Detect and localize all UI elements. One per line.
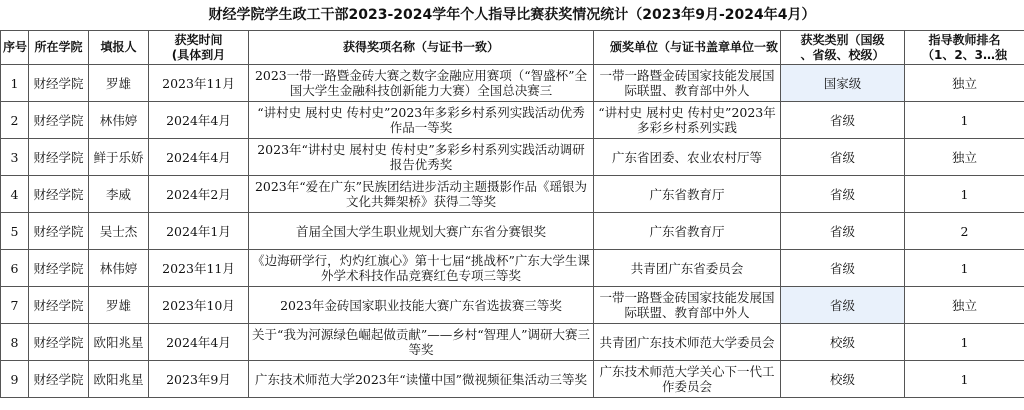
cell-num: 2 <box>1 102 29 139</box>
col-header-rank-line2: （1、2、3…独 <box>921 47 1008 62</box>
cell-num: 6 <box>1 250 29 287</box>
cell-num: 5 <box>1 213 29 250</box>
table-row <box>1 250 1024 287</box>
cell-num: 1 <box>1 65 29 102</box>
table-row <box>1 102 1024 139</box>
col-header-time-line2: (具体到月 <box>171 47 226 62</box>
col-header-rank-line1: 指导教师排名 <box>928 32 1001 47</box>
cell-reporter: 欧阳兆星 <box>89 324 149 361</box>
cell-rank: 独立 <box>905 139 1024 176</box>
cell-rank: 1 <box>905 102 1024 139</box>
cell-time: 2023年11月 <box>149 250 249 287</box>
cell-num: 3 <box>1 139 29 176</box>
table-row <box>1 324 1024 361</box>
cell-college: 财经学院 <box>29 287 89 324</box>
col-header-college: 所在学院 <box>29 31 89 65</box>
cell-college: 财经学院 <box>29 361 89 398</box>
cell-rank: 1 <box>905 176 1024 213</box>
cell-college: 财经学院 <box>29 324 89 361</box>
cell-reporter: 欧阳兆星 <box>89 361 149 398</box>
col-header-reporter: 填报人 <box>89 31 149 65</box>
cell-level: 省级 <box>781 102 905 139</box>
cell-level: 省级 <box>781 139 905 176</box>
cell-award: “讲村史 展村史 传村史”2023年多彩乡村系列实践活动优秀作品一等奖 <box>249 102 594 139</box>
cell-num: 9 <box>1 361 29 398</box>
cell-issuer: 共青团广东省委员会 <box>594 250 781 287</box>
col-header-level-line2: 、省级、校级） <box>800 47 885 62</box>
cell-award: 2023年金砖国家职业技能大赛广东省选拔赛三等奖 <box>249 287 594 324</box>
cell-rank: 独立 <box>905 65 1024 102</box>
cell-level: 省级 <box>781 287 905 324</box>
col-header-level-line1: 获奖类别（国级 <box>800 32 885 47</box>
cell-time: 2024年4月 <box>149 102 249 139</box>
cell-issuer: 广东省教育厅 <box>594 213 781 250</box>
cell-level: 省级 <box>781 213 905 250</box>
cell-level: 省级 <box>781 176 905 213</box>
cell-reporter: 罗雄 <box>89 65 149 102</box>
cell-num: 7 <box>1 287 29 324</box>
cell-award: 广东技术师范大学2023年“读懂中国”微视频征集活动三等奖 <box>249 361 594 398</box>
cell-level: 国家级 <box>781 65 905 102</box>
col-header-time-line1: 获奖时间 <box>174 32 223 47</box>
cell-reporter: 李威 <box>89 176 149 213</box>
col-header-time <box>149 31 249 65</box>
cell-time: 2024年4月 <box>149 139 249 176</box>
cell-reporter: 鲜于乐娇 <box>89 139 149 176</box>
cell-college: 财经学院 <box>29 102 89 139</box>
cell-num: 8 <box>1 324 29 361</box>
header-row <box>1 31 1024 65</box>
cell-college: 财经学院 <box>29 65 89 102</box>
table-row <box>1 139 1024 176</box>
cell-time: 2023年10月 <box>149 287 249 324</box>
cell-college: 财经学院 <box>29 139 89 176</box>
cell-award: 《边海研学行，灼灼红旗心》第十七届“挑战杯”广东大学生课外学术科技作品竞赛红色专项三等奖 <box>249 250 594 287</box>
col-header-rank <box>905 31 1024 65</box>
cell-issuer: 一带一路暨金砖国家技能发展国际联盟、教育部中外人 <box>594 287 781 324</box>
table-row <box>1 361 1024 398</box>
col-header-award: 获得奖项名称（与证书一致） <box>249 31 594 65</box>
cell-rank: 1 <box>905 324 1024 361</box>
cell-reporter: 林伟婷 <box>89 102 149 139</box>
cell-time: 2024年2月 <box>149 176 249 213</box>
cell-time: 2023年9月 <box>149 361 249 398</box>
cell-level: 校级 <box>781 361 905 398</box>
cell-issuer: 广东省教育厅 <box>594 176 781 213</box>
cell-rank: 独立 <box>905 287 1024 324</box>
cell-level: 校级 <box>781 324 905 361</box>
col-header-issuer: 颁奖单位（与证书盖章单位一致 <box>594 31 781 65</box>
col-header-num: 序号 <box>1 31 29 65</box>
cell-college: 财经学院 <box>29 213 89 250</box>
cell-issuer: “讲村史 展村史 传村史”2023年多彩乡村系列实践 <box>594 102 781 139</box>
cell-time: 2024年4月 <box>149 324 249 361</box>
cell-rank: 1 <box>905 250 1024 287</box>
cell-reporter: 罗雄 <box>89 287 149 324</box>
cell-award: 首届全国大学生职业规划大赛广东省分赛银奖 <box>249 213 594 250</box>
col-header-level <box>781 31 905 65</box>
table-row <box>1 176 1024 213</box>
cell-award: 2023年“爱在广东”民族团结进步活动主题摄影作品《瑶银为文化共舞架桥》获得二等奖 <box>249 176 594 213</box>
awards-table <box>0 30 1024 398</box>
table-row <box>1 65 1024 102</box>
cell-time: 2023年11月 <box>149 65 249 102</box>
cell-issuer: 一带一路暨金砖国家技能发展国际联盟、教育部中外人 <box>594 65 781 102</box>
cell-level: 省级 <box>781 250 905 287</box>
cell-award: 2023一带一路暨金砖大赛之数字金融应用赛项（“智盛杯”全国大学生金融科技创新能力大赛）全国总决赛三 <box>249 65 594 102</box>
cell-reporter: 吴士杰 <box>89 213 149 250</box>
table-row <box>1 287 1024 324</box>
cell-reporter: 林伟婷 <box>89 250 149 287</box>
cell-award: 2023年“讲村史 展村史 传村史”多彩乡村系列实践活动调研报告优秀奖 <box>249 139 594 176</box>
table-row <box>1 213 1024 250</box>
cell-issuer: 广东省团委、农业农村厅等 <box>594 139 781 176</box>
cell-issuer: 共青团广东技术师范大学委员会 <box>594 324 781 361</box>
cell-issuer: 广东技术师范大学关心下一代工作委员会 <box>594 361 781 398</box>
cell-award: 关于“我为河源绿色崛起做贡献”——乡村“智理人”调研大赛三等奖 <box>249 324 594 361</box>
cell-college: 财经学院 <box>29 176 89 213</box>
cell-college: 财经学院 <box>29 250 89 287</box>
cell-num: 4 <box>1 176 29 213</box>
page-title: 财经学院学生政工干部2023-2024学年个人指导比赛获奖情况统计（2023年9月-2024年4月） <box>208 7 816 23</box>
cell-time: 2024年1月 <box>149 213 249 250</box>
cell-rank: 2 <box>905 213 1024 250</box>
cell-rank: 1 <box>905 361 1024 398</box>
